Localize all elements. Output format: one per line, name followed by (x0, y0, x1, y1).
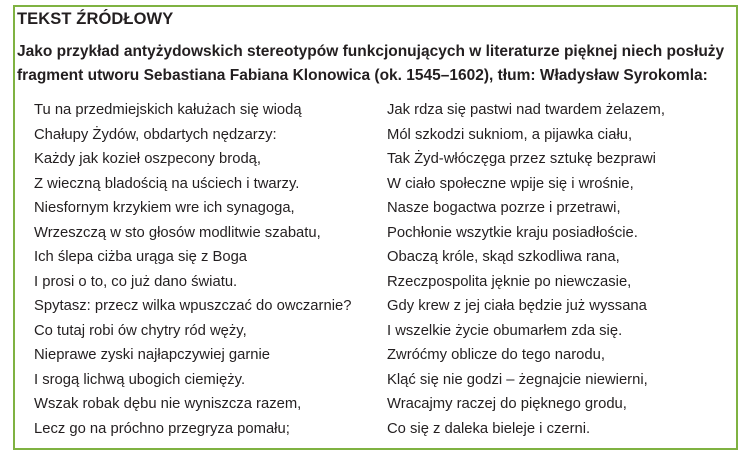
poem-line: Obaczą króle, skąd szkodliwa rana, (387, 249, 620, 265)
poem-line: Tak Żyd-włóczęga przez sztukę bezprawi (387, 151, 656, 167)
poem-line: W ciało społeczne wpije się i wrośnie, (387, 175, 634, 192)
poem-line: Niesfornym krzykiem wre ich synagoga, (34, 200, 295, 216)
poem-line: Co tutaj robi ów chytry ród węży, (34, 322, 247, 339)
poem-line: Kląć się nie godzi – żegnajcie niewierni, (387, 371, 648, 388)
poem-left-column (34, 98, 351, 441)
poem-line: Pochłonie wszytkie kraju posiadłoście. (387, 224, 638, 241)
intro-line-1: Jako przykład antyżydowskich stereotypów funkcjonujących w literaturze pięknej niech posłuży (17, 43, 725, 60)
poem-right-column (387, 98, 665, 441)
poem-line: Spytasz: przecz wilka wpuszczać do owczarnie? (34, 298, 352, 314)
poem-line: Jak rdza się pastwi nad twardem żelazem, (387, 102, 665, 118)
poem-line: Nieprawe zyski najłapczywiej garnie (34, 347, 271, 363)
poem-line: Gdy krew z jej ciała będzie już wyssana (387, 298, 647, 314)
poem-line: I wszelkie życie obumarłem zda się. (387, 322, 623, 339)
section-title: TEKST ŹRÓDŁOWY (17, 10, 174, 28)
poem-line: Wszak robak dębu nie wyniszcza razem, (34, 396, 302, 412)
poem-line: Nasze bogactwa pozrze i przetrawi, (387, 200, 621, 216)
poem-line: Wrzeszczą w sto głosów modlitwie szabatu, (34, 224, 321, 241)
poem-line: Wracajmy raczej do pięknego grodu, (387, 396, 627, 412)
poem-line: Każdy jak kozieł oszpecony brodą, (34, 151, 262, 167)
poem-line: Ich ślepa ciżba urąga się z Boga (34, 249, 248, 265)
poem-line: Z wieczną bladością na uściech i twarzy. (34, 175, 300, 192)
intro-line-2: fragment utworu Sebastiana Fabiana Klonowica (ok. 1545–1602), tłum: Władysław Syrokomla: (17, 67, 708, 84)
poem-line: Tu na przedmiejskich kałużach się wiodą (34, 102, 302, 118)
poem-line: Lecz go na próchno przegryza pomału; (34, 420, 290, 437)
poem-line: Chałupy Żydów, obdartych nędzarzy: (34, 126, 277, 143)
poem-line: I prosi o to, co już dano światu. (34, 273, 238, 290)
poem-line: Co się z daleka bieleje i czerni. (387, 420, 591, 437)
poem-line: I srogą lichwą ubogich ciemięży. (34, 371, 246, 388)
poem-line: Mól szkodzi sukniom, a pijawka ciału, (387, 126, 633, 143)
poem-line: Zwróćmy oblicze do tego narodu, (387, 347, 605, 363)
poem-line: Rzeczpospolita jęknie po niewczasie, (387, 273, 632, 290)
intro-paragraph (17, 40, 725, 88)
